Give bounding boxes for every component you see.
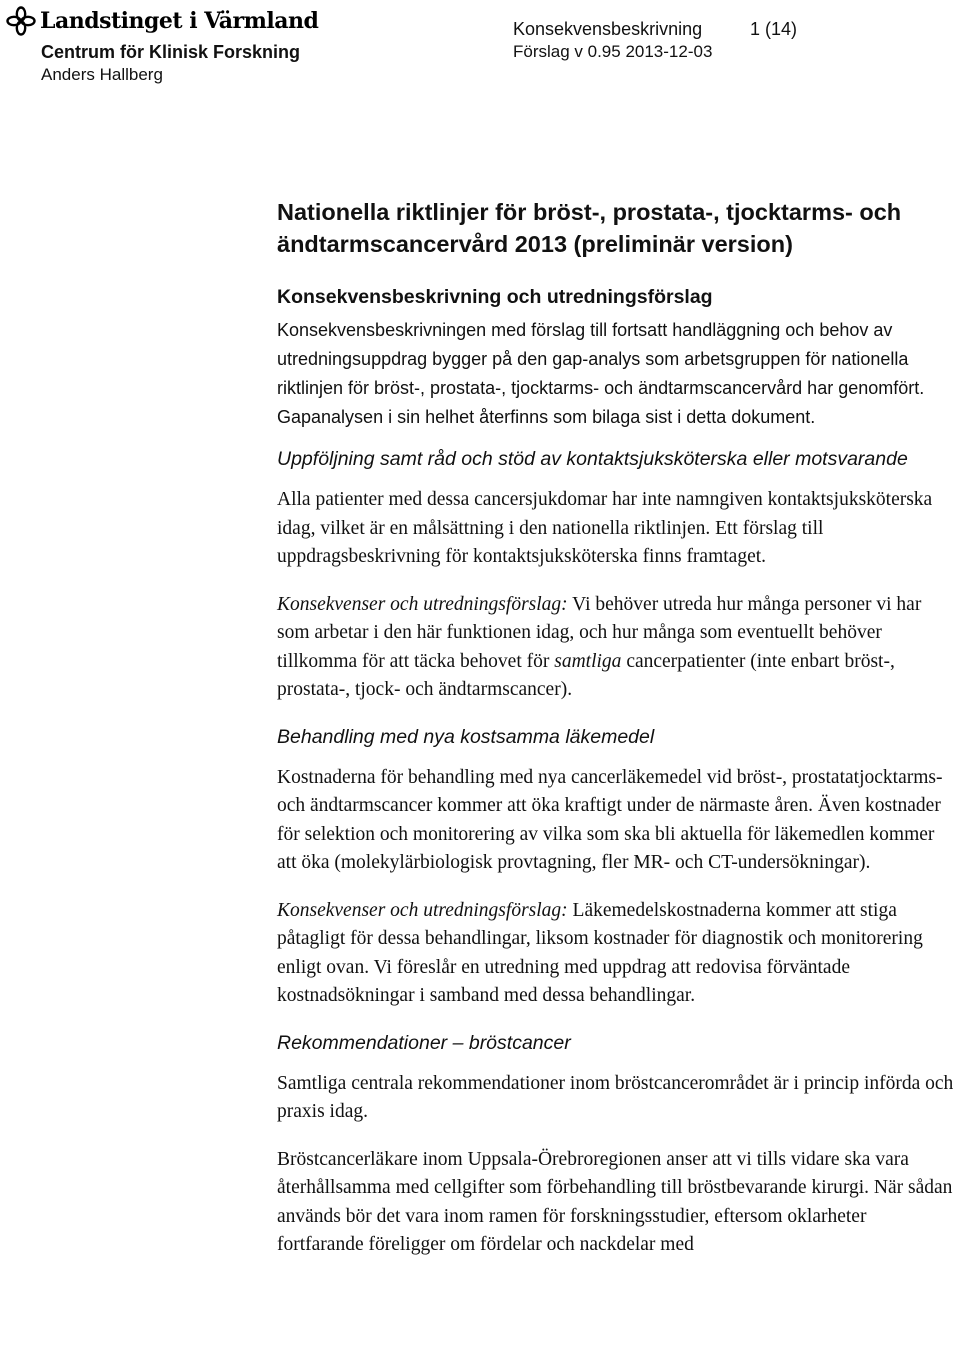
section-heading-behandling: Behandling med nya kostsamma läkemedel <box>277 725 655 748</box>
paragraph-text: Läkemedelskostnaderna kommer att stiga påtagligt för dessa behandlingar, liksom kostnader för diagnostik och monitorering enligt ovan. Vi föreslår en utredning med uppdrag att redovisa förväntade kostnadsökningar i samband med dessa behandlingar. <box>277 899 923 1006</box>
author-name: Anders Hallberg <box>41 65 163 84</box>
emphasis-label: Konsekvenser och utredningsförslag: <box>277 899 568 921</box>
section-heading-uppfoljning: Uppföljning samt råd och stöd av kontaktsjuksköterska eller motsvarande <box>277 448 908 470</box>
page-header <box>0 0 960 90</box>
logo-wordmark: Landstinget i Värmland <box>40 8 319 34</box>
flower-emblem-icon <box>6 6 36 36</box>
paragraph <box>277 591 957 705</box>
paragraph: Samtliga centrala rekommendationer inom bröstcancerområdet är i princip införda och praxis idag. <box>277 1072 954 1122</box>
document-body <box>277 196 957 1279</box>
paragraph-text: cancerpatienter (inte enbart bröst-, prostata-, tjock- och ändtarmscancer). <box>277 650 895 700</box>
paragraph <box>277 897 957 1011</box>
paragraph: Konsekvensbeskrivningen med förslag till fortsatt handläggning och behov av utredningsuppdrag bygger på den gap-analys som arbetsgruppen för nationella riktlinjen för bröst-, prostata-, tjocktarms- och ändtarmscancervård har genomfört. Gapanalysen i sin helhet återfinns som bilaga sist i detta dokument. <box>277 320 925 427</box>
page-number: 1 (14) <box>750 19 798 39</box>
document-type: Konsekvensbeskrivning <box>513 19 703 39</box>
emphasis-label: Konsekvenser och utredningsförslag: <box>277 593 568 615</box>
paragraph: Bröstcancerläkare inom Uppsala-Örebroregionen anser att vi tills vidare ska vara återhållsamma med cellgifter som förbehandling till bröstbevarande kirurgi. När sådan används bör det vara inom ramen för forskningsstudier, eftersom oklarheter fortfarande föreligger om fördelar och nackdelar med <box>277 1148 953 1255</box>
document-title: Nationella riktlinjer för bröst-, prostata-, tjocktarms- och ändtarmscancervård 2013 (preliminär version) <box>277 199 902 257</box>
paragraph: Kostnaderna för behandling med nya cancerläkemedel vid bröst-, prostatatjocktarms- och ändtarmscancer kommer att öka kraftigt under de närmaste åren. Även kostnader för selektion och monitorering av vilka som ska bli aktuella för läkemedlen kommer att öka (molekylärbiologisk provtagning, fler MR- och CT-undersökningar). <box>277 766 943 873</box>
emphasis-word: samtliga <box>554 650 622 672</box>
organization-name: Centrum för Klinisk Forskning <box>41 42 301 62</box>
paragraph: Alla patienter med dessa cancersjukdomar har inte namngiven kontaktsjuksköterska idag, vilket är en målsättning i den nationella riktlinjen. Ett förslag till uppdragsbeskrivning för kontaktsjuksköterska finns framtaget. <box>277 489 933 567</box>
section-heading-rekommendationer: Rekommendationer – bröstcancer <box>277 1031 571 1054</box>
section-heading-konsekvens: Konsekvensbeskrivning och utredningsförslag <box>277 286 713 308</box>
paragraph-text: Vi behöver utreda hur många personer vi har som arbetar i den här funktionen idag, och hur många som eventuellt behöver tillkomma för att täcka behovet för <box>277 593 922 672</box>
landstinget-logo <box>6 6 318 36</box>
document-version: Förslag v 0.95 2013-12-03 <box>513 42 713 61</box>
